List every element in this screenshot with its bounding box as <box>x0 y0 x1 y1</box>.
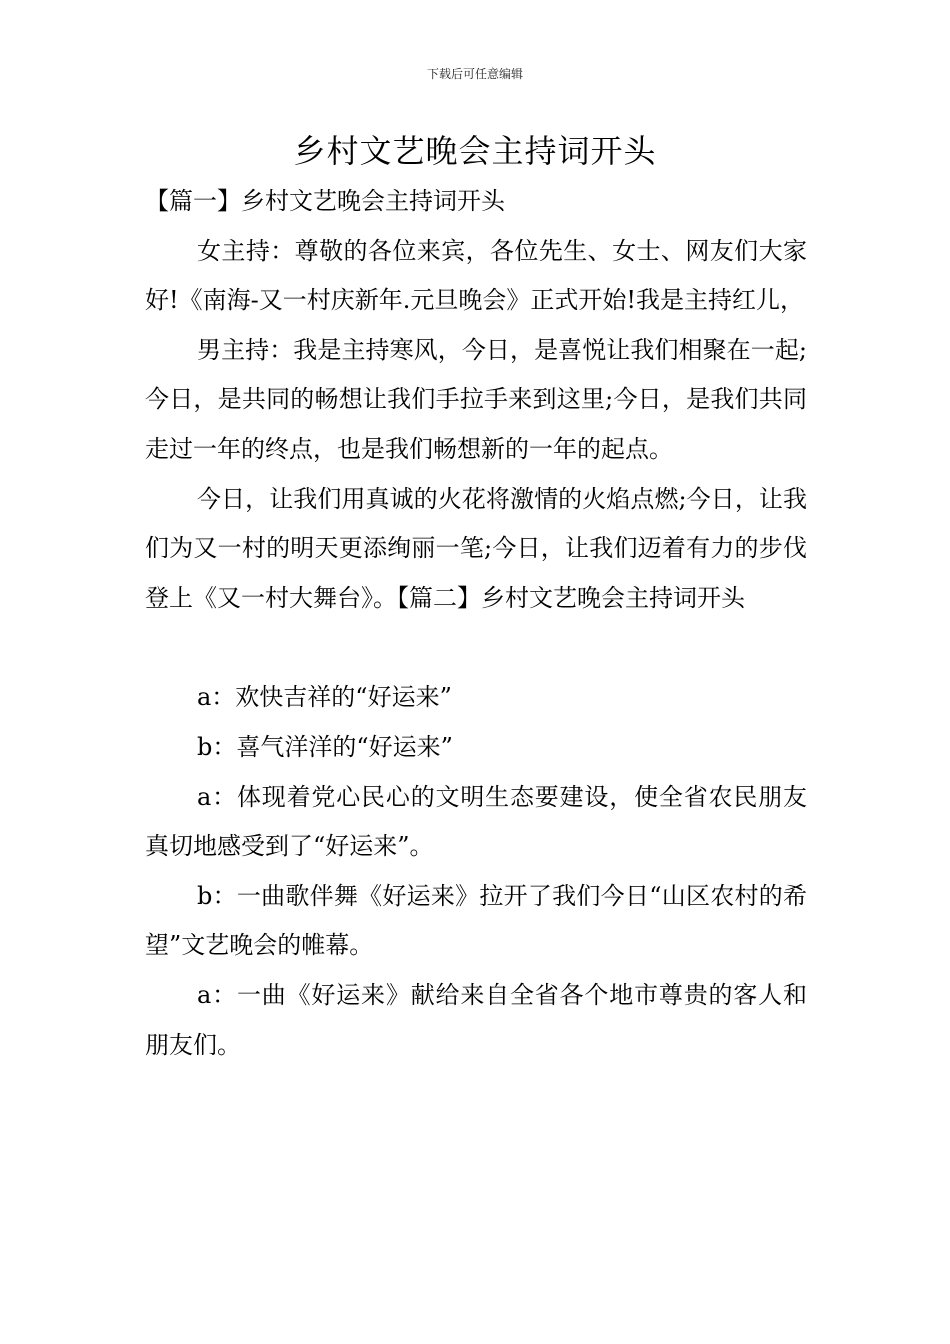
paragraph: 今日，让我们用真诚的火花将激情的火焰点燃;今日，让我们为又一村的明天更添绚丽一笔;今日，让我们迈着有力的步伐登上《又一村大舞台》。【篇二】乡村文艺晚会主持词开头 <box>145 484 807 612</box>
paragraph-gap <box>145 623 807 673</box>
dialogue-line: b：一曲歌伴舞《好运来》拉开了我们今日“山区农村的希望”文艺晚会的帷幕。 <box>145 881 807 960</box>
dialogue-line: a：欢快吉祥的“好运来” <box>197 683 452 712</box>
paragraph: 男主持：我是主持寒风，今日，是喜悦让我们相聚在一起;今日，是共同的畅想让我们手拉手来到这里;今日，是我们共同走过一年的终点，也是我们畅想新的一年的起点。 <box>145 335 807 463</box>
dialogue-line: b：喜气洋洋的“好运来” <box>197 732 453 761</box>
header-note: 下载后可任意编辑 <box>426 67 523 81</box>
paragraph: 女主持：尊敬的各位来宾，各位先生、女士、网友们大家好!《南海-又一村庆新年.元旦晚会》正式开始!我是主持红儿， <box>145 236 807 315</box>
document-title: 乡村文艺晚会主持词开头 <box>293 132 657 170</box>
dialogue-line: a：体现着党心民心的文明生态要建设，使全省农民朋友真切地感受到了“好运来”。 <box>145 782 807 861</box>
document-body <box>145 177 807 1070</box>
section-heading-1: 【篇一】乡村文艺晚会主持词开头 <box>145 187 505 215</box>
dialogue-line: a：一曲《好运来》献给来自全省各个地市尊贵的客人和朋友们。 <box>145 980 807 1059</box>
